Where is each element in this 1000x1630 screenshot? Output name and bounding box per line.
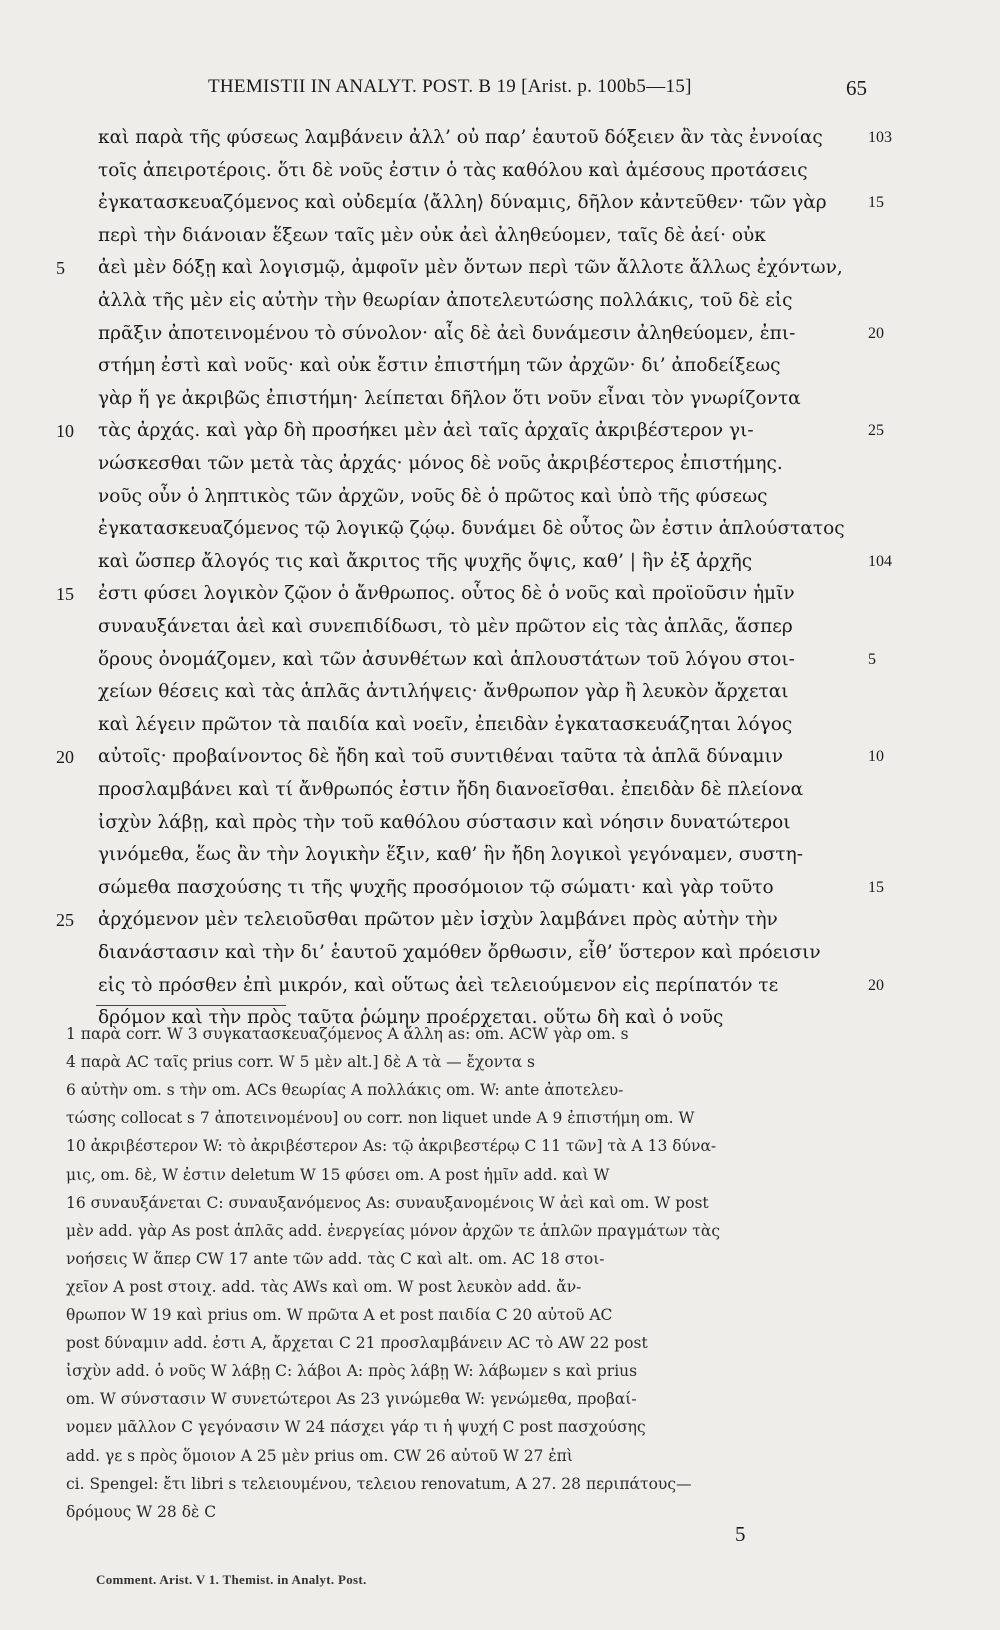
line-number-left: [56, 221, 92, 251]
text-line: ἐστι φύσει λογικὸν ζῷον ὁ ἄνθρωπος. οὗτος δὲ ὁ νοῦς καὶ προϊοῦσιν ἡμῖν: [98, 583, 795, 604]
line-number-left: [56, 775, 92, 805]
text-line: περὶ τὴν διάνοιαν ἕξεων ταῖς μὲν οὐκ ἀεὶ ἀληθεύομεν, ταῖς δὲ ἀεί· οὐκ: [98, 225, 766, 246]
text-line: γὰρ ἥ γε ἀκριβῶς ἐπιστήμη· λείπεται δῆλον ὅτι νοῦν εἶναι τὸν γνωρίζοντα: [98, 388, 801, 409]
apparatus-line: 16 συναυξάνεται C: συναυξανόμενος As: συναυξανομένοις W ἀεὶ καὶ om. W post: [66, 1194, 709, 1212]
marginal-reference: 15: [868, 194, 884, 211]
text-line: ἐγκατασκευαζόμενος τῷ λογικῷ ζῴῳ. δυνάμει δὲ οὗτος ὢν ἐστιν ἁπλούστατος: [98, 518, 845, 539]
text-line: ἐγκατασκευαζόμενος καὶ οὐδεμία ⟨ἄλλη⟩ δύναμις, δῆλον κἀντεῦθεν· τῶν γὰρ: [98, 192, 827, 213]
apparatus-line: δρόμους W 28 δὲ C: [66, 1503, 217, 1521]
text-line: προσλαμβάνει καὶ τί ἄνθρωπός ἐστιν ἤδη διανοεῖσθαι. ἐπειδὰν δὲ πλείονα: [98, 779, 804, 800]
marginal-reference: [868, 808, 918, 838]
line-number-left: [56, 188, 92, 218]
line-number-left: [56, 710, 92, 740]
apparatus-line: νοήσεις W ἅπερ CW 17 ante τῶν add. τὰς C καὶ alt. om. AC 18 στοι-: [66, 1250, 605, 1268]
marginal-reference: [868, 579, 918, 609]
line-number-left: [56, 677, 92, 707]
text-line: ἀλλὰ τῆς μὲν εἰς αὐτὴν τὴν θεωρίαν ἀποτελευτώσης πολλάκις, τοῦ δὲ εἰς: [98, 290, 793, 311]
running-title: THEMISTII IN ANALYT. POST. B 19 [Arist. p. 100b5—15]: [208, 76, 692, 97]
text-line: γινόμεθα, ἕως ἂν τὴν λογικὴν ἕξιν, καθ’ ἣν ἤδη λογικοὶ γεγόναμεν, συστη-: [98, 844, 803, 865]
marginal-reference: [868, 840, 918, 870]
line-number-left: [56, 384, 92, 414]
text-line: νοῦς οὖν ὁ ληπτικὸς τῶν ἀρχῶν, νοῦς δὲ ὁ πρῶτος καὶ ὑπὸ τῆς φύσεως: [98, 486, 768, 507]
marginal-reference: [868, 514, 918, 544]
line-number-left: 15: [56, 584, 74, 604]
apparatus-line: ci. Spengel: ἔτι libri s τελειουμένου, τελειου renovatum, A 27. 28 περιπάτους—: [66, 1475, 692, 1493]
text-line: ἀεὶ μὲν δόξῃ καὶ λογισμῷ, ἀμφοῖν μὲν ὄντων περὶ τῶν ἄλλοτε ἄλλως ἐχόντων,: [98, 257, 843, 278]
marginal-reference: [868, 286, 918, 316]
page-number: 65: [846, 76, 867, 100]
text-line: καὶ παρὰ τῆς φύσεως λαμβάνειν ἀλλ’ οὐ παρ’ ἑαυτοῦ δόξειεν ἂν τὰς ἐννοίας: [98, 127, 823, 148]
text-line: καὶ λέγειν πρῶτον τὰ παιδία καὶ νοεῖν, ἐπειδὰν ἐγκατασκευάζηται λόγος: [98, 714, 793, 735]
line-number-left: 20: [56, 747, 74, 767]
apparatus-line: 6 αὐτὴν om. s τὴν om. ACs θεωρίας A πολλάκις om. W: ante ἀποτελευ-: [66, 1081, 624, 1099]
text-line: τὰς ἀρχάς. καὶ γὰρ δὴ προσήκει μὲν ἀεὶ ταῖς ἀρχαῖς ἀκριβέστερον γι-: [98, 420, 754, 441]
text-line: στήμη ἐστὶ καὶ νοῦς· καὶ οὐκ ἔστιν ἐπιστήμη τῶν ἀρχῶν· δι’ ἀποδείξεως: [98, 355, 781, 376]
text-line: σώμεθα πασχούσης τι τῆς ψυχῆς προσόμοιον τῷ σώματι· καὶ γὰρ τοῦτο: [98, 877, 774, 898]
line-number-left: [56, 873, 92, 903]
text-line: νώσκεσθαι τῶν μετὰ τὰς ἀρχάς· μόνος δὲ νοῦς ἀκριβέστερος ἐπιστήμης.: [98, 453, 783, 474]
apparatus-line: χεῖον A post στοιχ. add. τὰς AWs καὶ om. W post λευκὸν add. ἄν-: [66, 1278, 582, 1296]
line-number-left: [56, 547, 92, 577]
apparatus-line: 4 παρὰ AC ταῖς prius corr. W 5 μὲν alt.] δὲ A τὰ — ἔχοντα s: [66, 1053, 535, 1071]
marginal-reference: 20: [868, 977, 884, 994]
line-number-left: [56, 123, 92, 153]
line-number-left: 5: [56, 258, 65, 278]
apparatus-line: add. γε s πρὸς ὅμοιον A 25 μὲν prius om. CW 26 αὐτοῦ W 27 ἐπὶ: [66, 1447, 573, 1465]
text-line: αὐτοῖς· προβαίνοντος δὲ ἤδη καὶ τοῦ συντιθέναι ταῦτα τὰ ἁπλᾶ δύναμιν: [98, 746, 783, 767]
text-line: ὅρους ὀνομάζομεν, καὶ τῶν ἀσυνθέτων καὶ ἁπλουστάτων τοῦ λόγου στοι-: [98, 649, 795, 670]
footnote-rule: [96, 1005, 286, 1006]
marginal-reference: [868, 612, 918, 642]
marginal-reference: [868, 156, 918, 186]
apparatus-line: om. W σύνστασιν W συνετώτεροι As 23 γινώμεθα W: γενώμεθα, προβαί-: [66, 1390, 637, 1408]
apparatus-line: μὲν add. γὰρ As post ἁπλᾶς add. ἐνεργείας μόνον ἀρχῶν τε ἁπλῶν πραγμάτων τὰς: [66, 1222, 721, 1240]
marginal-reference: 103: [868, 129, 892, 146]
marginal-reference: [868, 449, 918, 479]
apparatus-line: θρωπον W 19 καὶ prius om. W πρῶτα A et post παιδία C 20 αὐτοῦ AC: [66, 1306, 613, 1324]
apparatus-line: νομεν μᾶλλον C γεγόνασιν W 24 πάσχει γάρ τι ἡ ψυχή C post πασχούσης: [66, 1418, 646, 1436]
text-line: εἰς τὸ πρόσθεν ἐπὶ μικρόν, καὶ οὕτως ἀεὶ τελειούμενον εἰς περίπατόν τε: [98, 975, 779, 996]
text-line: τοῖς ἀπειροτέροις. ὅτι δὲ νοῦς ἐστιν ὁ τὰς καθόλου καὶ ἀμέσους προτάσεις: [98, 160, 808, 181]
line-number-left: [56, 351, 92, 381]
line-number-left: [56, 482, 92, 512]
marginal-reference: 104: [868, 553, 892, 570]
marginal-reference: 20: [868, 325, 884, 342]
apparatus-line: 1 παρὰ corr. W 3 συγκατασκευαζόμενος A ἄλλη as: om. ACW γὰρ om. s: [66, 1025, 629, 1043]
apparatus-line: μις, om. δὲ, W ἐστιν deletum W 15 φύσει om. A post ἡμῖν add. καὶ W: [66, 1166, 610, 1184]
marginal-reference: [868, 775, 918, 805]
marginal-reference: [868, 351, 918, 381]
text-line: χείων θέσεις καὶ τὰς ἁπλᾶς ἀντιλήψεις· ἄνθρωπον γὰρ ἢ λευκὸν ἄρχεται: [98, 681, 789, 702]
line-number-left: [56, 514, 92, 544]
marginal-reference: [868, 384, 918, 414]
apparatus-line: τώσης collocat s 7 ἀποτεινομένου] ου corr. non liquet unde A 9 ἐπιστήμη om. W: [66, 1109, 695, 1127]
line-number-left: 10: [56, 421, 74, 441]
marginal-reference: 15: [868, 879, 884, 896]
apparatus-line: 10 ἀκριβέστερον W: τὸ ἀκριβέστερον As: τῷ ἀκριβεστέρῳ C 11 τῶν] τὰ A 13 δύνα-: [66, 1137, 717, 1155]
text-line: ἀρχόμενον μὲν τελειοῦσθαι πρῶτον μὲν ἰσχὺν λαμβάνει πρὸς αὐτὴν τὴν: [98, 909, 778, 930]
apparatus-line: post δύναμιν add. ἐστι A, ἄρχεται C 21 προσλαμβάνειν AC τὸ AW 22 post: [66, 1334, 648, 1352]
line-number-left: 25: [56, 910, 74, 930]
marginal-reference: [868, 221, 918, 251]
line-number-left: [56, 286, 92, 316]
line-number-left: [56, 612, 92, 642]
text-line: διανάστασιν καὶ τὴν δι’ ἑαυτοῦ χαμόθεν ὄρθωσιν, εἶθ’ ὕστερον καὶ πρόεισιν: [98, 942, 821, 963]
marginal-reference: [868, 253, 918, 283]
line-number-left: [56, 971, 92, 1001]
text-line: καὶ ὥσπερ ἄλογός τις καὶ ἄκριτος τῆς ψυχῆς ὄψις, καθ’ | ἣν ἐξ ἀρχῆς: [98, 551, 753, 572]
line-number-left: [56, 319, 92, 349]
running-header: [0, 76, 1000, 106]
text-line: ἰσχὺν λάβῃ, καὶ πρὸς τὴν τοῦ καθόλου σύστασιν καὶ νόησιν δυνατώτεροι: [98, 812, 791, 833]
text-line: πρᾶξιν ἀποτεινομένου τὸ σύνολον· αἷς δὲ ἀεὶ δυνάμεσιν ἀληθεύομεν, ἐπι-: [98, 323, 796, 344]
line-number-left: [56, 840, 92, 870]
marginal-reference: 5: [868, 651, 876, 668]
line-number-left: [56, 808, 92, 838]
marginal-reference: 10: [868, 748, 884, 765]
signature-mark: 5: [735, 1522, 746, 1546]
apparatus-line: ἰσχὺν add. ὁ νοῦς W λάβῃ C: λάβοι A: πρὸς λάβῃ W: λάβωμεν s καὶ prius: [66, 1362, 638, 1380]
marginal-reference: [868, 482, 918, 512]
marginal-reference: [868, 710, 918, 740]
marginal-reference: 25: [868, 422, 884, 439]
text-line: δρόμον καὶ τὴν πρὸς ταῦτα ῥώμην προέρχεται. οὕτω δὴ καὶ ὁ νοῦς: [98, 1007, 724, 1028]
text-line: συναυξάνεται ἀεὶ καὶ συνεπιδίδωσι, τὸ μὲν πρῶτον εἰς τὰς ἁπλᾶς, ἅσπερ: [98, 616, 793, 637]
marginal-reference: [868, 677, 918, 707]
printer-imprint: Comment. Arist. V 1. Themist. in Analyt. Post.: [96, 1572, 367, 1587]
line-number-left: [56, 645, 92, 675]
line-number-left: [56, 938, 92, 968]
marginal-reference: [868, 938, 918, 968]
line-number-left: [56, 449, 92, 479]
marginal-reference: [868, 905, 918, 935]
line-number-left: [56, 156, 92, 186]
